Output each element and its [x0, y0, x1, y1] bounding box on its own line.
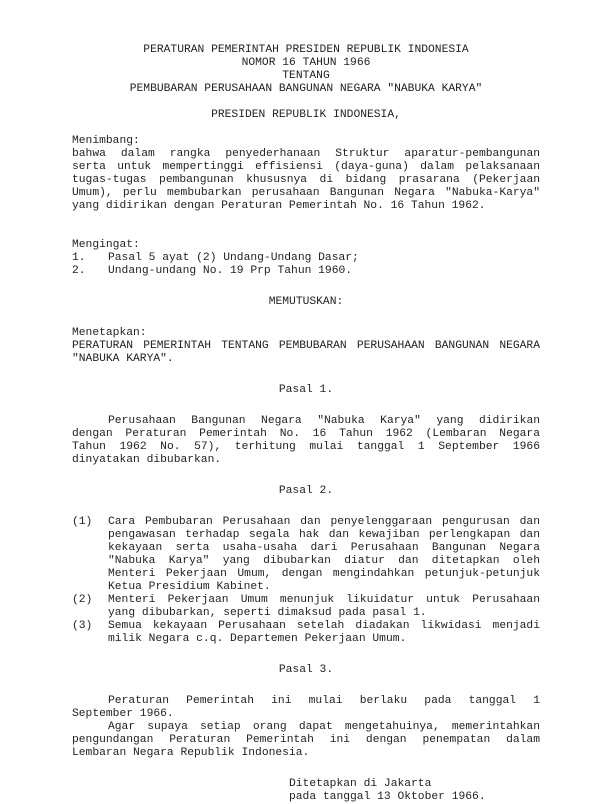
text-line: tugas-tugas pembangunan khususnya di bidang prasarana (Pekerjaan: [72, 174, 540, 186]
pasal-2-heading: [72, 485, 540, 498]
pasal-1-body: [72, 415, 540, 467]
list-item: [72, 516, 540, 594]
text-line: Tahun 1962 No. 57), terhitung mulai tanggal 1 September 1966: [72, 441, 540, 453]
text-line: pengawasan terhadap segala hak dan kewajiban perlengkapan dan: [108, 529, 540, 541]
text-line: dinyatakan dibubarkan.: [72, 454, 222, 466]
text-line: pengundangan Peraturan Pemerintah ini dengan penempatan dalam: [72, 734, 540, 746]
item-number: (1): [72, 516, 93, 528]
document-page: [72, 44, 540, 804]
item-number: 2.: [72, 265, 86, 277]
pasal-3-body: [72, 695, 540, 760]
item-number: 1.: [72, 252, 86, 264]
text-line: yang didirikan dengan Peraturan Pemerintah No. 16 Tahun 1962.: [72, 200, 486, 212]
text-line: Menteri Pekerjaan Umum menunjuk likuidatur untuk Perusahaan: [108, 594, 540, 606]
item-number: (2): [72, 594, 93, 606]
list-item: [72, 252, 540, 265]
text-line: Lembaran Negara Republik Indonesia.: [72, 747, 310, 759]
item-text: Pasal 5 ayat (2) Undang-Undang Dasar;: [108, 252, 359, 264]
text-line: Agar supaya setiap orang dapat mengetahuinya, memerintahkan: [108, 721, 540, 733]
document-header: [72, 44, 540, 96]
text-line: kekayaan serta usaha-usaha dari Perusahaan Bangunan Negara: [108, 542, 540, 554]
memutuskan-line: MEMUTUSKAN:: [268, 296, 344, 308]
text-line: "NABUKA KARYA".: [72, 353, 174, 365]
text-line: Peraturan Pemerintah ini mulai berlaku pada tanggal 1: [108, 695, 540, 707]
list-item: [72, 620, 540, 646]
mengingat-label: Mengingat:: [72, 239, 140, 251]
item-text: [108, 594, 540, 620]
list-item: [72, 265, 540, 278]
menetapkan-label: Menetapkan:: [72, 327, 147, 339]
text-line: PERATURAN PEMERINTAH TENTANG PEMBUBARAN PERUSAHAAN BANGUNAN NEGARA: [72, 340, 540, 352]
item-text: [108, 516, 540, 594]
text-line: Menteri Pekerjaan Umum, dengan mengindahkan petunjuk-petunjuk: [108, 568, 540, 580]
president-heading: [72, 109, 540, 122]
text-line: milik Negara c.q. Departemen Pekerjaan Umum.: [108, 633, 407, 645]
text-line: serta untuk mempertinggi effisiensi (daya-guna) dalam pelaksanaan: [72, 161, 540, 173]
list-item: [72, 594, 540, 620]
pasal-title: Pasal 2.: [278, 485, 334, 497]
item-number: (3): [72, 620, 93, 632]
item-text: Undang-undang No. 19 Prp Tahun 1960.: [108, 265, 353, 277]
pasal-title: Pasal 1.: [278, 384, 334, 396]
item-text: [108, 620, 540, 646]
text-line: Cara Pembubaran Perusahaan dan penyelenggaraan pengurusan dan: [108, 516, 540, 528]
menetapkan-section: [72, 327, 540, 366]
header-line: TENTANG: [282, 70, 330, 82]
menimbang-section: [72, 135, 540, 213]
text-line: Ketua Presidium Kabinet.: [108, 581, 271, 593]
pasal-1-heading: [72, 384, 540, 397]
signature-block: [289, 778, 540, 804]
pasal-2-body: [72, 516, 540, 646]
text-line: "Nabuka Karya" yang dibubarkan diatur dan ditetapkan oleh: [108, 555, 540, 567]
menimbang-label: Menimbang:: [72, 135, 140, 147]
header-line: NOMOR 16 TAHUN 1966: [241, 57, 371, 69]
president-line: PRESIDEN REPUBLIK INDONESIA,: [211, 109, 401, 121]
signature-date: pada tanggal 13 Oktober 1966.: [289, 791, 486, 803]
text-line: Perusahaan Bangunan Negara "Nabuka Karya" yang didirikan: [108, 415, 540, 427]
text-line: September 1966.: [72, 708, 174, 720]
pasal-title: Pasal 3.: [278, 664, 334, 676]
memutuskan-heading: [72, 296, 540, 309]
header-line: PERATURAN PEMERINTAH PRESIDEN REPUBLIK INDONESIA: [143, 44, 469, 56]
header-line: PEMBUBARAN PERUSAHAAN BANGUNAN NEGARA "NABUKA KARYA": [129, 83, 483, 95]
text-line: yang dibubarkan, seperti dimaksud pada pasal 1.: [108, 607, 427, 619]
pasal-3-heading: [72, 664, 540, 677]
text-line: Semua kekayaan Perusahaan setelah diadakan likwidasi menjadi: [108, 620, 540, 632]
mengingat-section: [72, 239, 540, 278]
text-line: Umum), perlu membubarkan perusahaan Bangunan Negara "Nabuka-Karya": [72, 187, 540, 199]
text-line: bahwa dalam rangka penyederhanaan Struktur aparatur-pembangunan: [72, 148, 540, 160]
text-line: dengan Peraturan Pemerintah No. 16 Tahun 1962 (Lembaran Negara: [72, 428, 540, 440]
signature-place: Ditetapkan di Jakarta: [289, 778, 432, 790]
